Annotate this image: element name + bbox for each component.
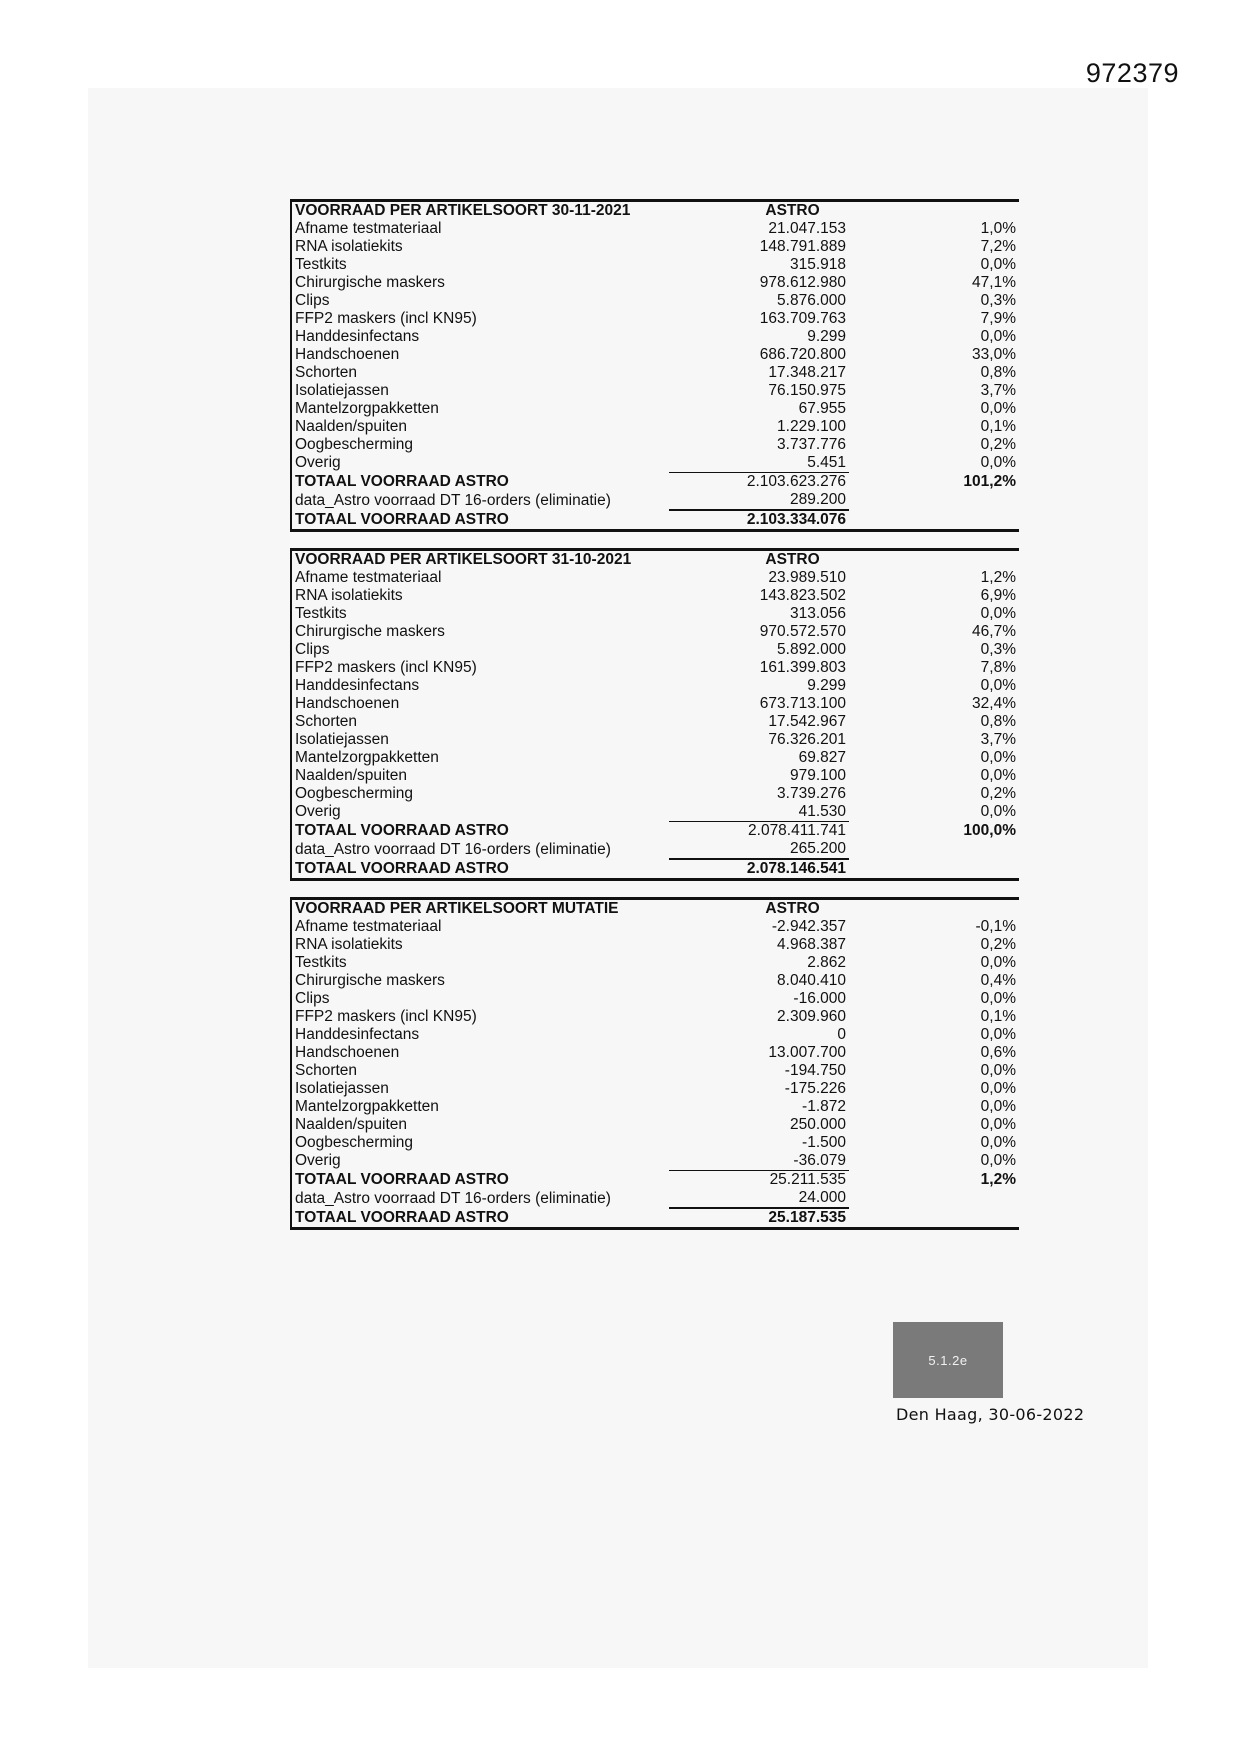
row-value: 313.056	[789, 605, 846, 622]
table-row	[291, 623, 1019, 641]
row-value: 143.823.502	[759, 587, 846, 604]
row-percentage: 0,0%	[980, 256, 1016, 273]
row-label: Overig	[295, 454, 341, 472]
table-row	[291, 587, 1019, 605]
row-value: 23.989.510	[768, 569, 846, 586]
table-row	[291, 1026, 1019, 1044]
row-value: -194.750	[784, 1062, 846, 1079]
table-row	[291, 936, 1019, 954]
row-percentage: 0,3%	[980, 292, 1016, 309]
row-label: Clips	[295, 990, 330, 1007]
row-percentage: 32,4%	[972, 695, 1016, 712]
grand-total-row	[291, 1208, 1019, 1229]
total-label: TOTAAL VOORRAAD ASTRO	[295, 1170, 509, 1188]
inventory-table	[290, 199, 1019, 532]
table-row	[291, 382, 1019, 400]
total-value: 25.211.535	[669, 1171, 849, 1190]
grand-total-pct	[849, 859, 1019, 880]
elimination-row	[291, 840, 1019, 859]
row-value: 21.047.153	[768, 220, 846, 237]
row-value: -1.500	[802, 1134, 846, 1151]
column-header-pct	[849, 899, 1019, 919]
row-percentage: 0,0%	[980, 605, 1016, 622]
total-value: 2.103.623.276	[669, 473, 849, 492]
document-number: 972379	[1085, 58, 1179, 88]
row-value: 979.100	[789, 767, 846, 784]
table-row	[291, 803, 1019, 822]
row-percentage: 0,0%	[980, 1098, 1016, 1115]
row-label: Oogbescherming	[295, 785, 414, 802]
row-value: -36.079	[793, 1152, 846, 1169]
row-value: 2.309.960	[777, 1008, 846, 1025]
row-label: RNA isolatiekits	[295, 587, 403, 604]
row-label: Oogbescherming	[295, 1134, 414, 1151]
row-value: 0	[837, 1026, 846, 1043]
row-label: Schorten	[295, 364, 358, 381]
table-row	[291, 918, 1019, 936]
table-row	[291, 659, 1019, 677]
row-value: 4.968.387	[777, 936, 846, 953]
table-row	[291, 605, 1019, 623]
row-value: 9.299	[807, 677, 846, 694]
inventory-tables	[290, 199, 1018, 1230]
row-percentage: 6,9%	[980, 587, 1016, 604]
row-label: Testkits	[295, 605, 347, 622]
row-value: 250.000	[789, 1116, 846, 1133]
row-label: Afname testmateriaal	[295, 918, 442, 935]
row-percentage: 0,0%	[980, 454, 1016, 472]
table-row	[291, 238, 1019, 256]
table-row	[291, 767, 1019, 785]
total-percentage: 1,2%	[980, 1170, 1016, 1188]
table-row	[291, 256, 1019, 274]
table-title: VOORRAAD PER ARTIKELSOORT 31-10-2021	[295, 551, 632, 568]
row-percentage: 0,4%	[980, 972, 1016, 989]
column-header-astro: ASTRO	[765, 551, 820, 568]
row-label: Chirurgische maskers	[295, 274, 445, 291]
table-title: VOORRAAD PER ARTIKELSOORT 30-11-2021	[295, 202, 631, 219]
grand-total-label: TOTAAL VOORRAAD ASTRO	[295, 859, 509, 877]
grand-total-label: TOTAAL VOORRAAD ASTRO	[295, 1208, 509, 1226]
row-value: 970.572.570	[759, 623, 846, 640]
elimination-value: 265.200	[789, 840, 846, 857]
inventory-table	[290, 548, 1019, 881]
column-header-pct	[849, 550, 1019, 570]
grand-total-label: TOTAAL VOORRAAD ASTRO	[295, 510, 509, 528]
row-value: 1.229.100	[777, 418, 846, 435]
row-label: FFP2 maskers (incl KN95)	[295, 310, 477, 327]
elimination-value: 289.200	[789, 491, 846, 508]
row-label: Schorten	[295, 1062, 358, 1079]
row-percentage: 7,8%	[980, 659, 1016, 676]
table-row	[291, 292, 1019, 310]
row-value: 3.739.276	[777, 785, 846, 802]
row-value: 148.791.889	[759, 238, 846, 255]
row-value: 41.530	[798, 803, 846, 820]
row-percentage: 0,8%	[980, 364, 1016, 381]
row-percentage: 0,0%	[980, 1134, 1016, 1151]
row-label: Mantelzorgpakketten	[295, 1098, 439, 1115]
row-percentage: 0,0%	[980, 677, 1016, 694]
table-row	[291, 328, 1019, 346]
row-percentage: 0,2%	[980, 936, 1016, 953]
elimination-pct	[849, 1189, 1019, 1208]
table-header-row	[291, 899, 1019, 919]
row-value: -2.942.357	[771, 918, 846, 935]
table-row	[291, 677, 1019, 695]
row-label: Afname testmateriaal	[295, 220, 442, 237]
row-label: Handdesinfectans	[295, 677, 420, 694]
table-row	[291, 954, 1019, 972]
table-row	[291, 713, 1019, 731]
total-percentage: 100,0%	[963, 821, 1016, 839]
row-value: 686.720.800	[759, 346, 846, 363]
row-value: -175.226	[784, 1080, 846, 1097]
total-percentage: 101,2%	[963, 472, 1016, 490]
elimination-label: data_Astro voorraad DT 16-orders (eliminatie)	[295, 1189, 611, 1207]
row-value: 9.299	[807, 328, 846, 345]
elimination-pct	[849, 491, 1019, 510]
redaction-stamp-code: 5.1.2e	[928, 1352, 968, 1368]
row-value: 17.348.217	[768, 364, 846, 381]
row-label: Schorten	[295, 713, 358, 730]
row-label: Handdesinfectans	[295, 328, 420, 345]
grand-total-pct	[849, 510, 1019, 531]
row-label: Naalden/spuiten	[295, 418, 408, 435]
grand-total-value: 2.103.334.076	[669, 510, 849, 531]
total-row	[291, 822, 1019, 841]
row-label: RNA isolatiekits	[295, 936, 403, 953]
row-percentage: 0,8%	[980, 713, 1016, 730]
elimination-label: data_Astro voorraad DT 16-orders (eliminatie)	[295, 491, 611, 509]
table-row	[291, 785, 1019, 803]
row-label: Handschoenen	[295, 695, 400, 712]
row-percentage: 0,0%	[980, 990, 1016, 1007]
column-header-pct	[849, 201, 1019, 221]
row-value: 13.007.700	[768, 1044, 846, 1061]
table-row	[291, 569, 1019, 587]
row-percentage: 0,1%	[980, 1008, 1016, 1025]
row-value: 76.150.975	[768, 382, 846, 399]
table-header-row	[291, 550, 1019, 570]
row-label: Clips	[295, 292, 330, 309]
place-date: Den Haag, 30-06-2022	[896, 1405, 1085, 1424]
row-value: 5.451	[807, 454, 846, 471]
elimination-row	[291, 1189, 1019, 1208]
row-label: Handschoenen	[295, 346, 400, 363]
row-value: 76.326.201	[768, 731, 846, 748]
column-header-astro: ASTRO	[765, 202, 820, 219]
row-label: Handdesinfectans	[295, 1026, 420, 1043]
table-row	[291, 1008, 1019, 1026]
row-label: RNA isolatiekits	[295, 238, 403, 255]
row-value: -16.000	[793, 990, 846, 1007]
row-percentage: 0,2%	[980, 436, 1016, 453]
table-row	[291, 972, 1019, 990]
row-label: Handschoenen	[295, 1044, 400, 1061]
elimination-label: data_Astro voorraad DT 16-orders (eliminatie)	[295, 840, 611, 858]
row-label: Chirurgische maskers	[295, 972, 445, 989]
row-value: 69.827	[798, 749, 846, 766]
row-value: 5.876.000	[777, 292, 846, 309]
table-row	[291, 1152, 1019, 1171]
row-percentage: 0,0%	[980, 1026, 1016, 1043]
table-row	[291, 1098, 1019, 1116]
table-row	[291, 346, 1019, 364]
table-row	[291, 436, 1019, 454]
row-percentage: 0,0%	[980, 328, 1016, 345]
row-label: Overig	[295, 1152, 341, 1170]
row-value: 17.542.967	[768, 713, 846, 730]
row-label: Mantelzorgpakketten	[295, 400, 439, 417]
row-percentage: 0,0%	[980, 749, 1016, 766]
row-label: Isolatiejassen	[295, 1080, 389, 1097]
row-label: Clips	[295, 641, 330, 658]
row-percentage: 1,2%	[980, 569, 1016, 586]
table-row	[291, 1080, 1019, 1098]
row-label: Testkits	[295, 954, 347, 971]
grand-total-row	[291, 510, 1019, 531]
elimination-pct	[849, 840, 1019, 859]
grand-total-row	[291, 859, 1019, 880]
elimination-value: 24.000	[798, 1189, 846, 1206]
row-value: 2.862	[807, 954, 846, 971]
row-percentage: 0,2%	[980, 785, 1016, 802]
row-value: 315.918	[789, 256, 846, 273]
table-row	[291, 418, 1019, 436]
table-row	[291, 1116, 1019, 1134]
table-row	[291, 731, 1019, 749]
row-percentage: 0,3%	[980, 641, 1016, 658]
total-row	[291, 473, 1019, 492]
row-percentage: 0,0%	[980, 1152, 1016, 1170]
row-percentage: 0,0%	[980, 803, 1016, 821]
row-percentage: -0,1%	[975, 918, 1016, 935]
row-percentage: 3,7%	[980, 731, 1016, 748]
row-percentage: 0,0%	[980, 400, 1016, 417]
row-percentage: 0,0%	[980, 1062, 1016, 1079]
row-label: Oogbescherming	[295, 436, 414, 453]
row-percentage: 7,9%	[980, 310, 1016, 327]
row-percentage: 1,0%	[980, 220, 1016, 237]
total-label: TOTAAL VOORRAAD ASTRO	[295, 821, 509, 839]
redaction-stamp	[893, 1322, 1003, 1398]
row-value: -1.872	[802, 1098, 846, 1115]
table-header-row	[291, 201, 1019, 221]
table-row	[291, 1134, 1019, 1152]
row-percentage: 0,0%	[980, 767, 1016, 784]
grand-total-pct	[849, 1208, 1019, 1229]
row-label: Testkits	[295, 256, 347, 273]
table-row	[291, 990, 1019, 1008]
inventory-table	[290, 897, 1019, 1230]
grand-total-value: 2.078.146.541	[669, 859, 849, 880]
table-title: VOORRAAD PER ARTIKELSOORT MUTATIE	[295, 900, 619, 917]
elimination-row	[291, 491, 1019, 510]
row-percentage: 33,0%	[972, 346, 1016, 363]
table-row	[291, 1062, 1019, 1080]
table-row	[291, 695, 1019, 713]
row-label: Overig	[295, 803, 341, 821]
row-percentage: 3,7%	[980, 382, 1016, 399]
row-percentage: 0,0%	[980, 954, 1016, 971]
row-label: Isolatiejassen	[295, 382, 389, 399]
row-label: Isolatiejassen	[295, 731, 389, 748]
total-value: 2.078.411.741	[669, 822, 849, 841]
row-label: Naalden/spuiten	[295, 767, 408, 784]
row-value: 978.612.980	[759, 274, 846, 291]
table-row	[291, 400, 1019, 418]
table-row	[291, 220, 1019, 238]
row-label: FFP2 maskers (incl KN95)	[295, 659, 477, 676]
table-row	[291, 364, 1019, 382]
grand-total-value: 25.187.535	[669, 1208, 849, 1229]
table-row	[291, 274, 1019, 292]
table-row	[291, 1044, 1019, 1062]
row-value: 673.713.100	[759, 695, 846, 712]
row-value: 3.737.776	[777, 436, 846, 453]
total-label: TOTAAL VOORRAAD ASTRO	[295, 472, 509, 490]
row-label: Afname testmateriaal	[295, 569, 442, 586]
table-row	[291, 310, 1019, 328]
table-row	[291, 749, 1019, 767]
row-value: 8.040.410	[777, 972, 846, 989]
row-percentage: 0,6%	[980, 1044, 1016, 1061]
row-percentage: 0,0%	[980, 1080, 1016, 1097]
row-percentage: 47,1%	[972, 274, 1016, 291]
row-percentage: 0,1%	[980, 418, 1016, 435]
row-value: 163.709.763	[759, 310, 846, 327]
row-percentage: 7,2%	[980, 238, 1016, 255]
row-label: FFP2 maskers (incl KN95)	[295, 1008, 477, 1025]
row-label: Chirurgische maskers	[295, 623, 445, 640]
row-value: 161.399.803	[759, 659, 846, 676]
table-row	[291, 454, 1019, 473]
column-header-astro: ASTRO	[765, 900, 820, 917]
row-percentage: 46,7%	[972, 623, 1016, 640]
row-value: 67.955	[798, 400, 846, 417]
row-value: 5.892.000	[777, 641, 846, 658]
table-row	[291, 641, 1019, 659]
row-label: Naalden/spuiten	[295, 1116, 408, 1133]
row-percentage: 0,0%	[980, 1116, 1016, 1133]
total-row	[291, 1171, 1019, 1190]
row-label: Mantelzorgpakketten	[295, 749, 439, 766]
